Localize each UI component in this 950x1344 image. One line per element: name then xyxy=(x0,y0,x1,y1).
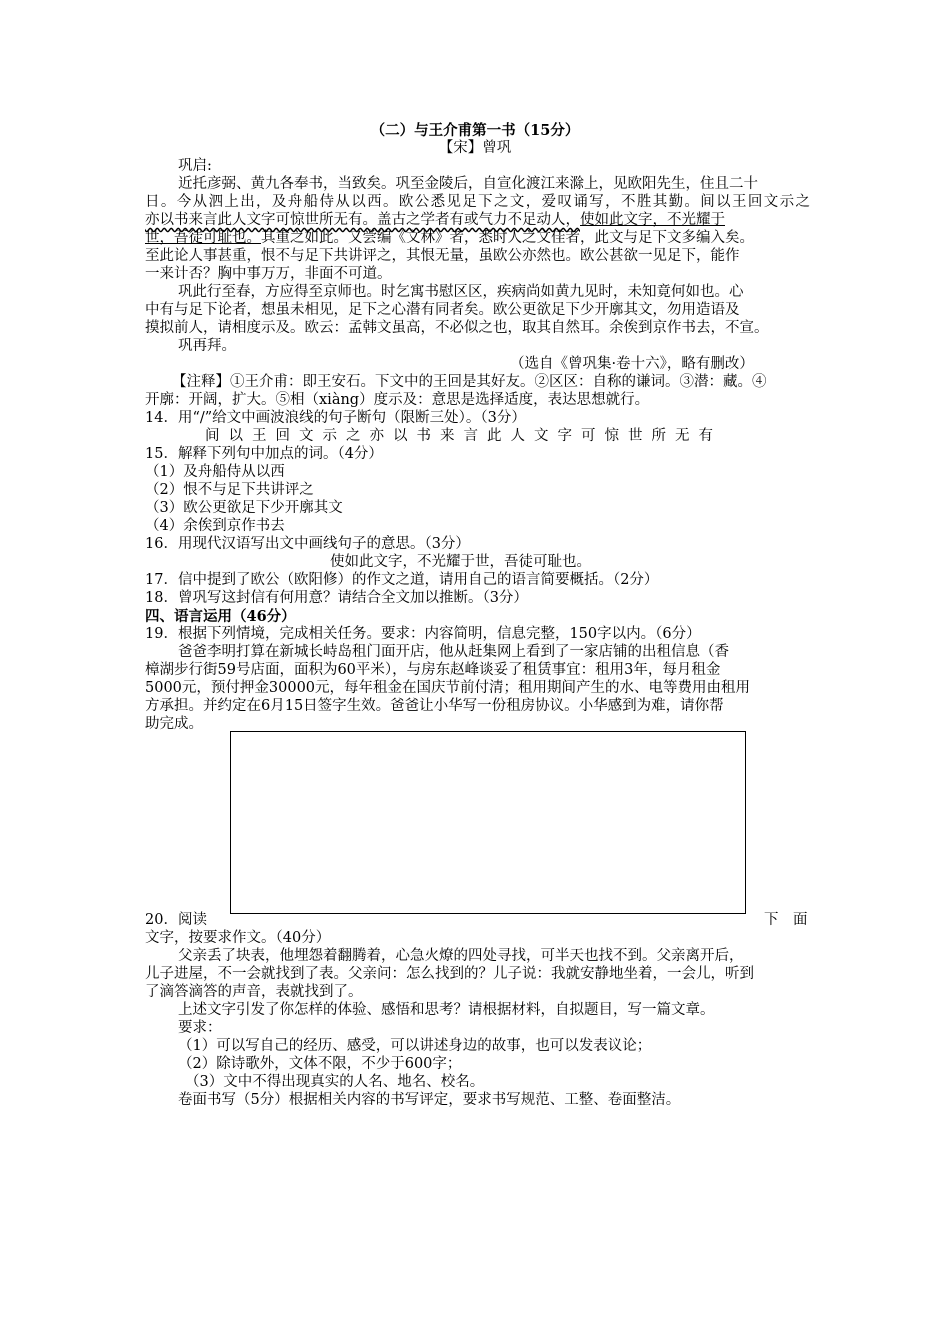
source-note: （选自《曾巩集·卷十六》，略有删改） xyxy=(510,356,754,372)
p1-line-6: 一来计否？胸中事万万，非面不可道。 xyxy=(145,266,392,282)
question-20-prefix: 20．阅读 xyxy=(145,912,207,928)
question-20-suffix: 下 面 xyxy=(764,912,808,928)
q20-handwriting: 卷面书写（5分）根据相关内容的书写评定，要求书写规范、工整、卷面整洁。 xyxy=(178,1092,681,1108)
q20-story-1: 父亲丢了块表，他埋怨着翻腾着，心急火燎的四处寻找，可半天也找不到。父亲离开后， xyxy=(178,948,744,964)
q20-story-2: 儿子进屋，不一会就找到了表。父亲问：怎么找到的？儿子说：我就安静地坐着，一会儿，听到 xyxy=(145,966,754,982)
underlined-sentence-part2: 世，吾徒可耻也。 xyxy=(145,230,261,246)
question-20-line-2: 文字，按要求作文。（40分） xyxy=(145,930,331,946)
question-19: 19．根据下列情境，完成相关任务。要求：内容简明，信息完整，150字以内。（6分） xyxy=(145,626,701,642)
p1-line-2: 日。今从泗上出，及舟船侍从以西。欧公悉见足下之文，爱叹诵写，不胜其勤。间以王回文示之 xyxy=(145,194,810,210)
p2-line-1: 巩此行至春，方应得至京师也。时乞寓书慰区区，疾病尚如黄九见时，未知竟何如也。心 xyxy=(178,284,744,300)
q19-body-1: 爸爸李明打算在新城长峙岛租门面开店，他从赶集网上看到了一家店铺的出租信息（香 xyxy=(178,644,729,660)
q19-body-4: 方承担。并约定在6月15日签字生效。爸爸让小华写一份租房协议。小华感到为难，请你帮 xyxy=(145,698,724,714)
underlined-sentence-part1: 使如此文字，不光耀于 xyxy=(580,212,725,228)
q19-body-2: 樟湖步行街59号店面，面积为60平米），与房东赵峰谈妥了租赁事宜：租用3年，每月租金 xyxy=(145,662,721,678)
q20-story-3: 了滴答滴答的声音，表就找到了。 xyxy=(145,984,363,1000)
q20-req-1: （1）可以写自己的经历、感受，可以讲述身边的故事，也可以发表议论； xyxy=(178,1038,652,1054)
p1-line-3 xyxy=(145,212,725,229)
p1-line-5: 至此论人事甚重，恨不与足下共讲评之，其恨无量，虽欧公亦然也。欧公甚欲一见足下，能作 xyxy=(145,248,740,264)
question-15-item-3: （3）欧公更欲足下少开廓其文 xyxy=(145,500,343,516)
question-15-item-1: （1）及舟船侍从以西 xyxy=(145,464,285,480)
notes-line-2: 开廓：开阔，扩大。⑤相（xiàng）度示及：意思是选择适度，表达思想就行。 xyxy=(145,392,650,408)
answer-box[interactable] xyxy=(230,731,746,914)
question-18: 18．曾巩写这封信有何用意？请结合全文加以推断。（3分） xyxy=(145,590,528,606)
q20-req-3: （3）文中不得出现真实的人名、地名、校名。 xyxy=(185,1074,485,1090)
q20-req-label: 要求： xyxy=(178,1020,222,1036)
wavy-sentence: 亦以书来言此人文字可惊世所无有。盖古之学者有或气力不足动人， xyxy=(145,212,580,228)
closing: 巩再拜。 xyxy=(178,338,236,354)
passage-author: 【宋】曾巩 xyxy=(438,140,512,156)
q19-body-5: 助完成。 xyxy=(145,716,203,732)
p2-line-2: 中有与足下论者，想虽未相见，足下之心潜有同者矣。欧公更欲足下少开廓其文，勿用造语及 xyxy=(145,302,740,318)
section-4-heading: 四、语言运用（46分） xyxy=(145,608,296,625)
salutation: 巩启: xyxy=(178,158,212,174)
question-15-item-4: （4）余俟到京作书去 xyxy=(145,518,285,534)
p2-line-3: 摸拟前人，请相度示及。欧云：孟韩文虽高，不必似之也，取其自然耳。余俟到京作书去，不宣。 xyxy=(145,320,769,336)
q19-body-3: 5000元，预付押金30000元，每年租金在国庆节前付清；租用期间产生的水、电等费用由租用 xyxy=(145,680,751,696)
q20-prompt: 上述文字引发了你怎样的体验、感悟和思考？请根据材料，自拟题目，写一篇文章。 xyxy=(178,1002,715,1018)
question-14: 14．用“/”给文中画波浪线的句子断句（限断三处）。（3分） xyxy=(145,410,526,426)
question-16: 16．用现代汉语写出文中画线句子的意思。（3分） xyxy=(145,536,470,552)
passage-title: （二）与王介甫第一书（15分） xyxy=(370,122,580,139)
notes-line-1: 【注释】①王介甫：即王安石。下文中的王回是其好友。②区区：自称的谦词。③潜：藏。④ xyxy=(172,374,767,390)
question-15: 15．解释下列句中加点的词。（4分） xyxy=(145,446,383,462)
question-17: 17．信中提到了欧公（欧阳修）的作文之道，请用自己的语言简要概括。（2分） xyxy=(145,572,659,588)
question-14-text: 间以王回文示之亦以书来言此人文字可惊世所无有 xyxy=(205,428,722,444)
q20-req-2: （2）除诗歌外，文体不限，不少于600字； xyxy=(178,1056,462,1072)
p1-line-4: 世，吾徒可耻也。其重之如此。又尝编《文林》者，悉时人之文佳者，此文与足下文多编入矣。 xyxy=(145,230,754,246)
p1-line-1: 近托彦弼、黄九各奉书，当致矣。巩至金陵后，自宣化渡江来滁上，见欧阳先生，住且二十 xyxy=(178,176,758,192)
question-15-item-2: （2）恨不与足下共讲评之 xyxy=(145,482,314,498)
question-16-text: 使如此文字，不光耀于世，吾徒可耻也。 xyxy=(330,554,591,570)
